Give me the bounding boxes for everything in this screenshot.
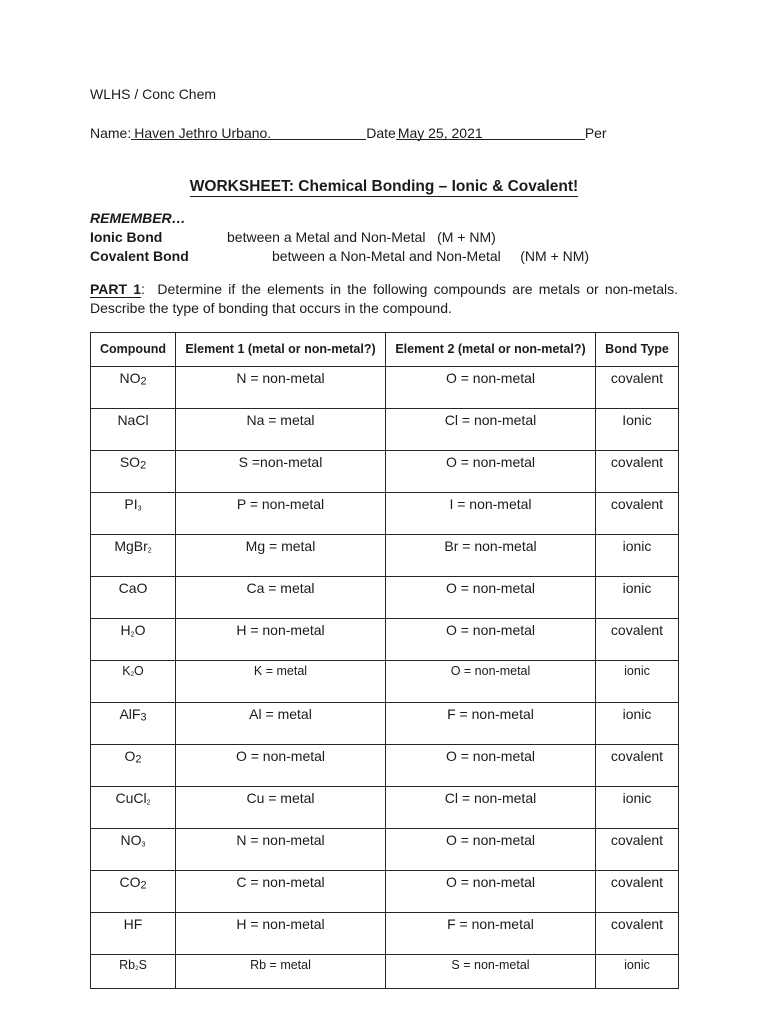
name-value: Haven Jethro Urbano.: [134, 125, 272, 141]
bond-type-header: Bond Type: [596, 333, 679, 367]
bond-type-cell: ionic: [596, 703, 679, 745]
bond-type-cell: covalent: [596, 745, 679, 787]
element2-cell: F = non-metal: [386, 703, 596, 745]
bonding-table: [90, 332, 679, 989]
date-label: Date: [366, 125, 396, 141]
subscript: 2: [135, 753, 142, 766]
table-row: [91, 703, 679, 745]
name-label: Name:: [90, 125, 132, 141]
element2-cell: I = non-metal: [386, 493, 596, 535]
element1-cell: N = non-metal: [176, 829, 386, 871]
compound-cell: PI3: [91, 493, 176, 535]
compound-cell: MgBr2: [91, 535, 176, 577]
subscript: 3: [141, 841, 146, 849]
date-value: May 25, 2021: [397, 125, 483, 141]
table-header: [91, 333, 679, 367]
element2-cell: O = non-metal: [386, 367, 596, 409]
element1-cell: Na = metal: [176, 409, 386, 451]
element1-cell: Rb = metal: [176, 955, 386, 989]
element2-cell: S = non-metal: [386, 955, 596, 989]
table-header-row: [91, 333, 679, 367]
element1-cell: H = non-metal: [176, 619, 386, 661]
table-row: [91, 745, 679, 787]
compound-cell: NO3: [91, 829, 176, 871]
bond-type-cell: covalent: [596, 619, 679, 661]
ionic-bond-term: Ionic Bond: [90, 229, 163, 245]
element1-cell: Al = metal: [176, 703, 386, 745]
bond-type-cell: ionic: [596, 661, 679, 703]
element1-cell: Ca = metal: [176, 577, 386, 619]
table-row: [91, 577, 679, 619]
element2-header: Element 2 (metal or non-metal?): [386, 333, 596, 367]
bond-type-cell: covalent: [596, 829, 679, 871]
element1-cell: H = non-metal: [176, 913, 386, 955]
table-row: [91, 955, 679, 989]
covalent-bond-term: Covalent Bond: [90, 248, 189, 264]
part1-line2: Describe the type of bonding that occurs in the compound.: [90, 299, 452, 316]
compound-cell: AlF3: [91, 703, 176, 745]
subscript: 2: [135, 965, 139, 973]
table-row: [91, 619, 679, 661]
element2-cell: O = non-metal: [386, 745, 596, 787]
compound-header: Compound: [91, 333, 176, 367]
compound-cell: CuCl2: [91, 787, 176, 829]
subscript: 3: [137, 505, 142, 513]
compound-cell: SO2: [91, 451, 176, 493]
element2-cell: O = non-metal: [386, 619, 596, 661]
element2-cell: Cl = non-metal: [386, 787, 596, 829]
element2-cell: Br = non-metal: [386, 535, 596, 577]
ionic-bond-text: between a Metal and Non-Metal (M + NM): [227, 229, 496, 245]
element1-cell: S =non-metal: [176, 451, 386, 493]
compound-cell: CO2: [91, 871, 176, 913]
bond-type-cell: Ionic: [596, 409, 679, 451]
per-label: Per: [584, 125, 607, 141]
element2-cell: F = non-metal: [386, 913, 596, 955]
bond-type-cell: covalent: [596, 913, 679, 955]
bond-type-cell: ionic: [596, 955, 679, 989]
part1-instructions: [90, 280, 678, 317]
table-row: [91, 367, 679, 409]
date-blank: [396, 125, 585, 140]
subscript: 2: [146, 799, 151, 807]
bond-type-cell: covalent: [596, 367, 679, 409]
covalent-bond-text: between a Non-Metal and Non-Metal (NM + NM): [272, 248, 590, 264]
subscript: 2: [130, 631, 135, 639]
table-row: [91, 451, 679, 493]
element2-cell: O = non-metal: [386, 577, 596, 619]
bond-type-cell: covalent: [596, 871, 679, 913]
bond-type-cell: covalent: [596, 451, 679, 493]
compound-cell: H2O: [91, 619, 176, 661]
element2-cell: O = non-metal: [386, 871, 596, 913]
page-content: [90, 86, 678, 989]
table-row: [91, 493, 679, 535]
subscript: 2: [140, 375, 147, 388]
table-row: [91, 829, 679, 871]
element1-cell: K = metal: [176, 661, 386, 703]
element2-cell: O = non-metal: [386, 661, 596, 703]
bond-type-cell: ionic: [596, 787, 679, 829]
compound-cell: NO2: [91, 367, 176, 409]
worksheet-title: WORKSHEET: Chemical Bonding – Ionic & Covalent!: [189, 178, 579, 195]
name-blank: [131, 125, 366, 140]
element1-cell: N = non-metal: [176, 367, 386, 409]
ionic-bond-definition: [90, 228, 678, 247]
table-row: [91, 871, 679, 913]
subscript: 2: [140, 459, 147, 472]
compound-cell: CaO: [91, 577, 176, 619]
covalent-bond-definition: [90, 247, 678, 266]
course-header: WLHS / Conc Chem: [90, 86, 217, 102]
element1-cell: P = non-metal: [176, 493, 386, 535]
compound-cell: K2O: [91, 661, 176, 703]
element1-header: Element 1 (metal or non-metal?): [176, 333, 386, 367]
element1-cell: Mg = metal: [176, 535, 386, 577]
element2-cell: Cl = non-metal: [386, 409, 596, 451]
part1-label: PART 1: [90, 281, 142, 297]
compound-cell: Rb2S: [91, 955, 176, 989]
part1-line1-text: : Determine if the elements in the following compounds are metals or non-metals.: [141, 281, 679, 297]
subscript: 2: [147, 547, 152, 555]
bond-type-cell: ionic: [596, 535, 679, 577]
table-row: [91, 661, 679, 703]
table-body: [91, 367, 679, 989]
table-row: [91, 409, 679, 451]
bond-type-cell: covalent: [596, 493, 679, 535]
element1-cell: Cu = metal: [176, 787, 386, 829]
element2-cell: O = non-metal: [386, 451, 596, 493]
compound-cell: HF: [91, 913, 176, 955]
name-date-line: [90, 125, 678, 141]
element2-cell: O = non-metal: [386, 829, 596, 871]
compound-cell: O2: [91, 745, 176, 787]
part1-line1: [90, 280, 678, 299]
table-row: [91, 787, 679, 829]
worksheet-title-wrap: [90, 178, 678, 196]
subscript: 2: [140, 879, 147, 892]
subscript: 2: [130, 671, 135, 679]
element1-cell: C = non-metal: [176, 871, 386, 913]
element1-cell: O = non-metal: [176, 745, 386, 787]
compound-cell: NaCl: [91, 409, 176, 451]
remember-section: [90, 209, 678, 266]
table-row: [91, 913, 679, 955]
remember-heading: REMEMBER…: [90, 210, 186, 226]
bond-type-cell: ionic: [596, 577, 679, 619]
table-row: [91, 535, 679, 577]
subscript: 3: [140, 711, 147, 724]
